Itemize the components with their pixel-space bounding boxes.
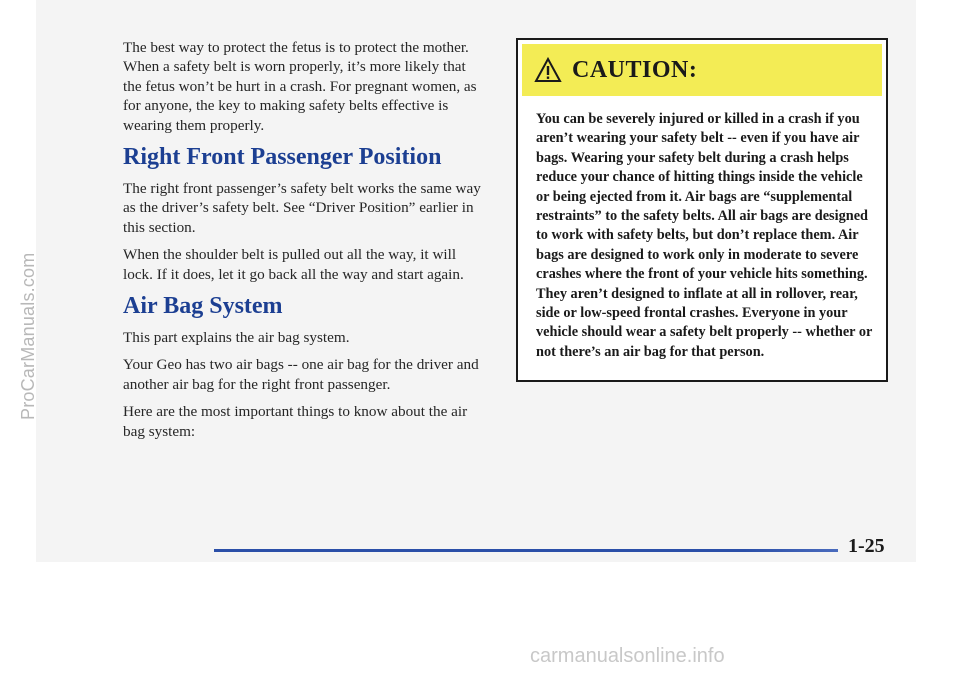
airbag-paragraph-3: Here are the most important things to know about the air bag system:: [123, 403, 468, 440]
caution-header: [522, 44, 882, 96]
intro-paragraph: The best way to protect the fetus is to protect the mother. When a safety belt is worn properly, it’s more likely that the fetus won’t be hurt in a crash. For pregnant women, as for anyone, the key to making safety belts effective is wearing them properly.: [123, 39, 477, 134]
warning-triangle-icon: [534, 57, 562, 83]
page-number: 1-25: [848, 535, 885, 557]
left-column: [123, 38, 488, 449]
heading-air-bag-system: Air Bag System: [123, 293, 283, 320]
heading-right-front-passenger: Right Front Passenger Position: [123, 144, 442, 171]
airbag-paragraph-1: This part explains the air bag system.: [123, 329, 350, 347]
passenger-paragraph-2: When the shoulder belt is pulled out all the way, it will lock. If it does, let it go back all the way and start again.: [123, 246, 464, 283]
caution-body: You can be severely injured or killed in a crash if you aren’t wearing your safety belt -- even if you have air bags. Wearing your safety belt during a crash helps reduce your chance of hitting things inside the vehicle or being ejected from it. Air bags are “supplemental restraints” to the safety belts. All air bags are designed to work with safety belts, but don’t replace them. Air bags are designed to work only in moderate to severe crashes where the front of your vehicle hits something. They aren’t designed to inflate at all in rollover, rear, side or low-speed frontal crashes. Everyone in your vehicle should wear a safety belt properly -- whether or not there’s an air bag for that person.: [536, 111, 873, 360]
caution-box: [516, 38, 888, 382]
footer-watermark: carmanualsonline.info: [530, 645, 725, 667]
side-watermark: ProCarManuals.com: [18, 252, 38, 420]
caution-title: CAUTION:: [572, 56, 698, 83]
footer-rule: [214, 549, 838, 552]
airbag-paragraph-2: Your Geo has two air bags -- one air bag for the driver and another air bag for the right front passenger.: [123, 356, 479, 393]
passenger-paragraph-1: The right front passenger’s safety belt works the same way as the driver’s safety belt. See “Driver Position” earlier in this section.: [123, 180, 481, 236]
